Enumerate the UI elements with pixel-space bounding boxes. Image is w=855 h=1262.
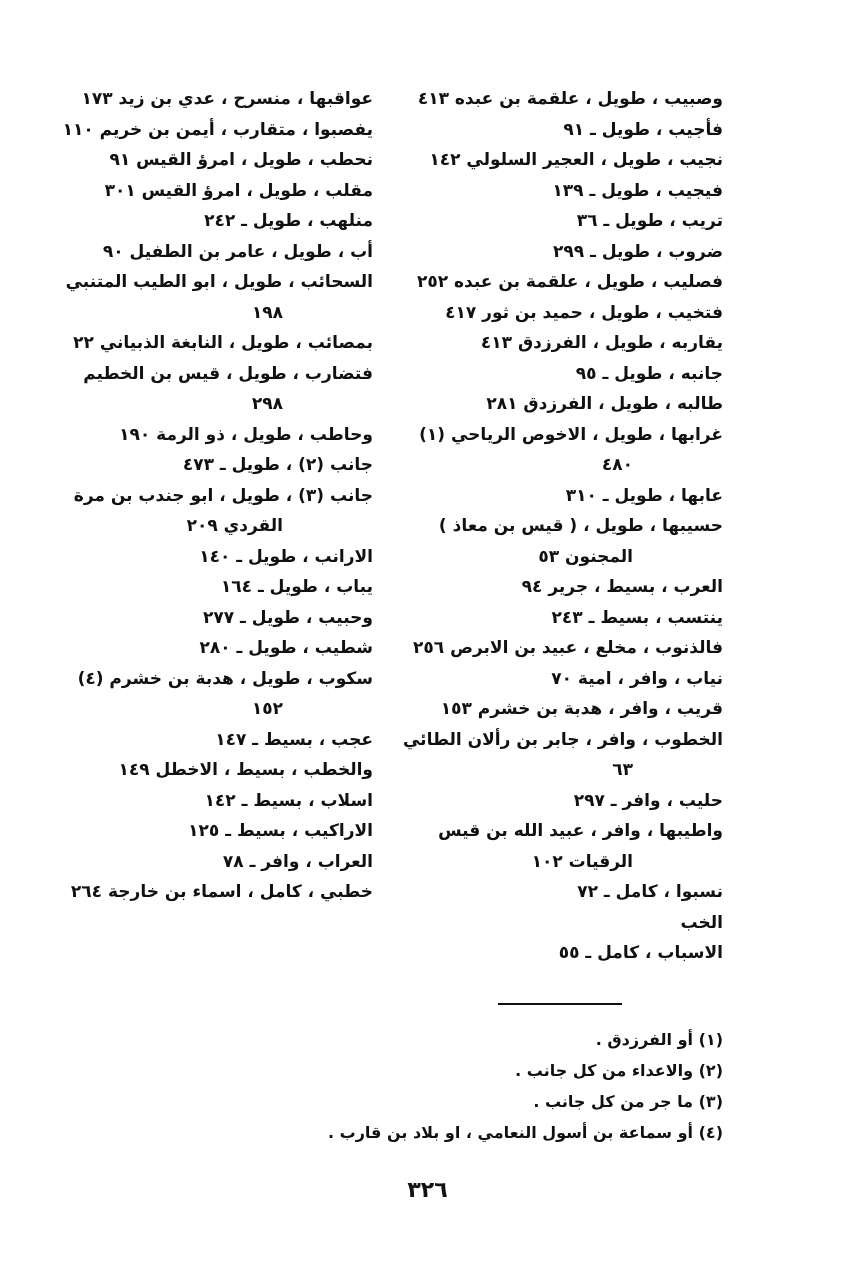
index-entry: عواقبها ، منسرح ، عدي بن زيد ١٧٣: [81, 89, 373, 109]
index-entry: يباب ، طويل ـ ١٦٤: [220, 577, 373, 597]
index-entry: فصليب ، طويل ، علقمة بن عبده ٢٥٢: [416, 272, 723, 292]
footnotes: [123, 1024, 723, 1148]
page-number: ٣٢٦: [407, 1178, 448, 1203]
index-entry-continuation: ١٥٢: [251, 699, 283, 719]
index-entry: خطبي ، كامل ، اسماء بن خارجة ٢٦٤: [70, 882, 373, 902]
index-entry: فتضارب ، طويل ، قيس بن الخطيم: [83, 363, 373, 384]
index-entry: يفصبوا ، متقارب ، أيمن بن خريم ١١٠: [62, 119, 373, 140]
index-entry: وصبيب ، طويل ، علقمة بن عبده ٤١٣: [417, 89, 723, 109]
index-entry: الارانب ، طويل ـ ١٤٠: [199, 546, 373, 567]
index-entry: نسبوا ، كامل ـ ٧٢: [577, 882, 723, 902]
footnote: (٣) ما جر من كل جانب .: [533, 1092, 723, 1111]
index-entry: يقاربه ، طويل ، الفرزدق ٤١٣: [480, 333, 723, 353]
index-entry: عجب ، بسيط ـ ١٤٧: [215, 729, 373, 750]
index-entry-continuation: ٤٨٠: [601, 455, 633, 475]
index-entry: منلهب ، طويل ـ ٢٤٢: [204, 211, 373, 231]
index-entry-continuation: القردي ٢٠٩: [186, 516, 283, 536]
index-entry: وحبيب ، طويل ـ ٢٧٧: [202, 607, 373, 628]
index-entry: أب ، طويل ، عامر بن الطفيل ٩٠: [102, 241, 373, 262]
index-entry: طالبه ، طويل ، الفرزدق ٢٨١: [486, 394, 723, 414]
index-entry: مقلب ، طويل ، امرؤ القيس ٣٠١: [104, 180, 373, 201]
index-entry: جانب (٣) ، طويل ، ابو جندب بن مرة: [73, 485, 373, 506]
index-entry-continuation: الرقيات ١٠٢: [531, 851, 633, 872]
index-entry: وحاطب ، طويل ، ذو الرمة ١٩٠: [119, 424, 373, 445]
index-entry: نجيب ، طويل ، العجير السلولي ١٤٢: [429, 150, 723, 170]
index-entry: شطيب ، طويل ـ ٢٨٠: [199, 638, 373, 658]
index-entry: نياب ، وافر ، امية ٧٠: [551, 668, 723, 689]
index-entry: فأجيب ، طويل ـ ٩١: [563, 119, 723, 140]
index-entry: حسيبها ، طويل ، ( قيس بن معاذ ): [438, 516, 723, 536]
index-column-right: [383, 84, 723, 969]
index-entry: السحائب ، طويل ، ابو الطيب المتنبي: [65, 272, 373, 292]
footnote: (٤) أو سماعة بن أسول النعامي ، او بلاد بن قارب .: [327, 1123, 723, 1142]
footnote: (١) أو الفرزدق .: [595, 1030, 723, 1049]
index-entry: فتخيب ، طويل ، حميد بن ثور ٤١٧: [445, 302, 723, 323]
index-entry-continuation: المجنون ٥٣: [538, 546, 633, 567]
index-entry: غرابها ، طويل ، الاخوص الرياحي (١): [419, 424, 723, 445]
index-entry: الاراكيب ، بسيط ـ ١٢٥: [188, 821, 373, 841]
index-entry-continuation: ٢٩٨: [251, 394, 283, 414]
index-column-left: [33, 84, 373, 908]
index-entry-continuation: ٦٣: [612, 760, 633, 780]
index-entry: تريب ، طويل ـ ٣٦: [576, 211, 723, 231]
index-entry-continuation: ١٩٨: [251, 302, 283, 323]
index-entry: قريب ، وافر ، هدبة بن خشرم ١٥٣: [440, 699, 723, 719]
index-entry: بمصائب ، طويل ، النابغة الذبياني ٢٢: [73, 333, 373, 353]
index-entry: اسلاب ، بسيط ـ ١٤٢: [204, 790, 373, 811]
index-entry: العراب ، وافر ـ ٧٨: [222, 851, 373, 872]
footnote: (٢) والاعداء من كل جانب .: [515, 1061, 723, 1080]
index-entry: ينتسب ، بسيط ـ ٢٤٣: [551, 607, 723, 628]
index-entry: سكوب ، طويل ، هدبة بن خشرم (٤): [77, 668, 373, 689]
index-entry: جانب (٢) ، طويل ـ ٤٧٣: [182, 455, 373, 475]
index-entry: فيجيب ، طويل ـ ١٣٩: [552, 180, 723, 201]
index-entry: الخب: [680, 912, 723, 933]
index-entry: فالذنوب ، مخلع ، عبيد بن الابرص ٢٥٦: [413, 638, 723, 658]
index-entry: حليب ، وافر ـ ٢٩٧: [573, 790, 723, 811]
index-entry: الخطوب ، وافر ، جابر بن رألان الطائي: [402, 729, 723, 750]
index-entry: ضروب ، طويل ـ ٢٩٩: [553, 241, 723, 262]
index-entry: جانبه ، طويل ـ ٩٥: [575, 363, 723, 384]
index-entry: الاسباب ، كامل ـ ٥٥: [558, 943, 723, 963]
index-entry: والخطب ، بسيط ، الاخطل ١٤٩: [118, 760, 373, 780]
index-entry: العرب ، بسيط ، جرير ٩٤: [521, 577, 723, 597]
index-entry: واطيبها ، وافر ، عبيد الله بن قيس: [438, 821, 723, 841]
index-entry: نحطب ، طويل ، امرؤ القيس ٩١: [109, 150, 373, 170]
footnote-separator: [498, 1003, 622, 1005]
index-entry: عابها ، طويل ـ ٣١٠: [565, 485, 723, 506]
